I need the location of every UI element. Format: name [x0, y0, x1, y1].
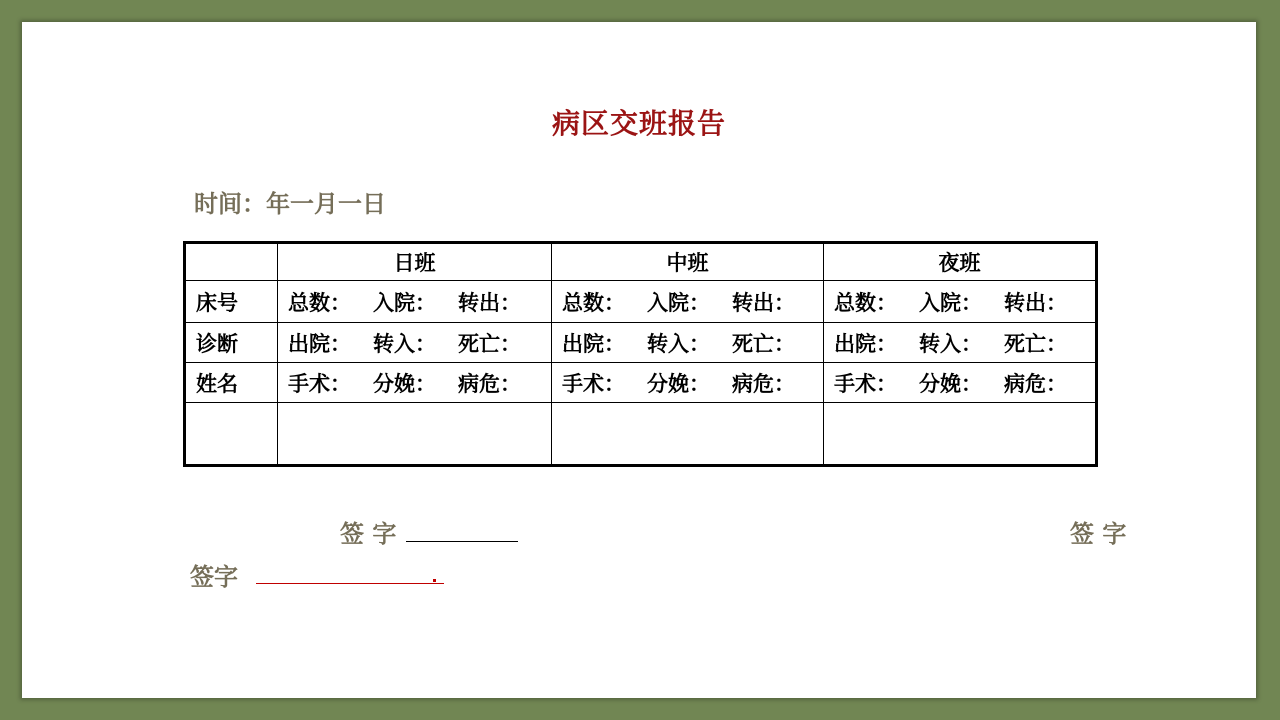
item-delivery: 分娩：: [647, 371, 710, 396]
night-shift-cell: [824, 281, 1097, 323]
item-admitted: 入院：: [373, 290, 436, 315]
day-shift-cell: [278, 363, 552, 403]
signature-line-3[interactable]: [256, 583, 444, 584]
table-row: [185, 403, 1097, 466]
item-critical: 病危：: [1004, 371, 1067, 396]
item-transfer-out: 转出：: [732, 290, 795, 315]
empty-cell: [552, 403, 824, 466]
signature-line-1[interactable]: [406, 541, 518, 542]
empty-cell: [824, 403, 1097, 466]
item-transfer-in: 转入：: [919, 331, 982, 356]
header-corner-cell: [185, 243, 278, 281]
header-mid-shift: 中班: [552, 243, 824, 281]
night-shift-cell: [824, 323, 1097, 363]
signature-label-1: 签 字: [340, 520, 397, 548]
day-shift-cell: [278, 323, 552, 363]
empty-cell: [278, 403, 552, 466]
signature-label-2: 签 字: [1070, 520, 1127, 548]
item-deaths: 死亡：: [1004, 331, 1067, 356]
item-critical: 病危：: [732, 371, 795, 396]
handover-table: [183, 241, 1098, 467]
item-transfer-in: 转入：: [373, 331, 436, 356]
signature-label-3: 签字: [190, 563, 238, 591]
item-discharged: 出院：: [288, 331, 351, 356]
time-label: 时间：年一月一日: [194, 190, 386, 218]
item-delivery: 分娩：: [919, 371, 982, 396]
item-admitted: 入院：: [919, 290, 982, 315]
item-surgery: 手术：: [834, 371, 897, 396]
item-surgery: 手术：: [562, 371, 625, 396]
item-deaths: 死亡：: [732, 331, 795, 356]
empty-cell: [185, 403, 278, 466]
report-page: [22, 22, 1256, 698]
item-surgery: 手术：: [288, 371, 351, 396]
row-label-name: 姓名: [185, 363, 278, 403]
mid-shift-cell: [552, 363, 824, 403]
mid-shift-cell: [552, 281, 824, 323]
item-total: 总数：: [288, 290, 351, 315]
item-transfer-out: 转出：: [1004, 290, 1067, 315]
item-delivery: 分娩：: [373, 371, 436, 396]
mid-shift-cell: [552, 323, 824, 363]
table-row: [185, 363, 1097, 403]
item-transfer-in: 转入：: [647, 331, 710, 356]
item-deaths: 死亡：: [458, 331, 521, 356]
page-title: 病区交班报告: [551, 107, 726, 140]
row-label-bed: 床号: [185, 281, 278, 323]
item-total: 总数：: [562, 290, 625, 315]
table-header-row: [185, 243, 1097, 281]
item-discharged: 出院：: [834, 331, 897, 356]
item-critical: 病危：: [458, 371, 521, 396]
table-row: [185, 281, 1097, 323]
table-row: [185, 323, 1097, 363]
day-shift-cell: [278, 281, 552, 323]
item-admitted: 入院：: [647, 290, 710, 315]
header-day-shift: 日班: [278, 243, 552, 281]
row-label-diagnosis: 诊断: [185, 323, 278, 363]
item-discharged: 出院：: [562, 331, 625, 356]
night-shift-cell: [824, 363, 1097, 403]
item-total: 总数：: [834, 290, 897, 315]
item-transfer-out: 转出：: [458, 290, 521, 315]
header-night-shift: 夜班: [824, 243, 1097, 281]
red-dot-mark: [433, 579, 436, 582]
